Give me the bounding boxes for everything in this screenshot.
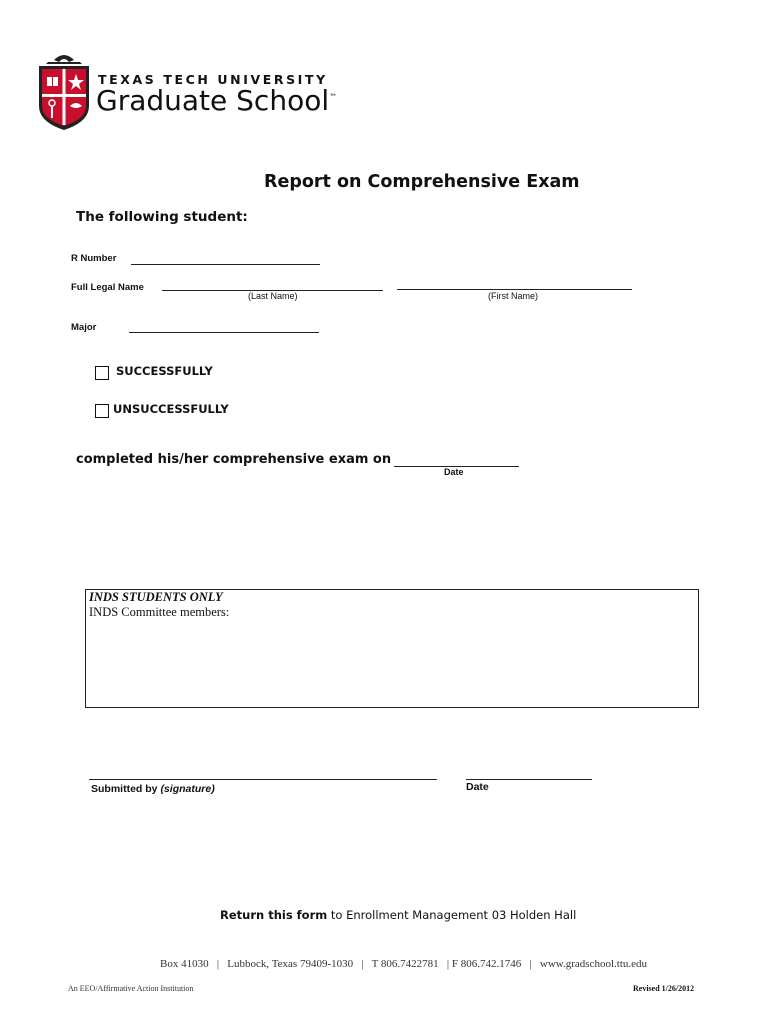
successfully-checkbox[interactable] — [95, 366, 109, 380]
r-number-field[interactable] — [131, 264, 320, 265]
return-instructions — [220, 908, 576, 922]
school-name-text: Graduate School — [96, 84, 330, 117]
return-bold: Return this form — [220, 908, 328, 922]
submitted-by-label — [91, 783, 215, 795]
return-rest: to Enrollment Management 03 Holden Hall — [327, 908, 577, 922]
completed-text: completed his/her comprehensive exam on — [76, 452, 392, 467]
r-number-label: R Number — [71, 253, 117, 264]
signature-date-label: Date — [466, 781, 489, 793]
intro-text: The following student: — [76, 209, 248, 225]
unsuccessfully-label: UNSUCCESSFULLY — [113, 402, 229, 416]
revised-date: Revised 1/26/2012 — [633, 984, 695, 993]
major-label: Major — [71, 322, 97, 333]
submitted-by-text: Submitted by — [91, 783, 158, 795]
school-name — [96, 84, 337, 117]
university-name: TEXAS TECH UNIVERSITY — [98, 72, 328, 87]
last-name-caption: (Last Name) — [248, 291, 298, 301]
inds-committee-label: INDS Committee members: — [89, 605, 230, 619]
unsuccessfully-checkbox[interactable] — [95, 404, 109, 418]
contact-info: Box 41030 | Lubbock, Texas 79409-1030 | T 806.7422781 | F 806.742.1746 | www.gradschool.ttu.edu — [160, 958, 648, 970]
successfully-label: SUCCESSFULLY — [116, 364, 213, 378]
first-name-field[interactable] — [397, 289, 632, 290]
inds-box — [85, 589, 699, 708]
signature-hint: (signature) — [160, 783, 215, 795]
first-name-caption: (First Name) — [488, 291, 538, 301]
ttu-logo — [36, 50, 92, 132]
inds-heading: INDS STUDENTS ONLY — [89, 590, 223, 604]
signature-date-field[interactable] — [466, 779, 592, 780]
page-title: Report on Comprehensive Exam — [264, 172, 580, 192]
signature-field[interactable] — [89, 779, 437, 780]
eeo-statement: An EEO/Affirmative Action Institution — [68, 984, 194, 993]
major-field[interactable] — [129, 332, 319, 333]
full-name-label: Full Legal Name — [71, 282, 144, 293]
exam-date-caption: Date — [444, 467, 464, 477]
trademark: ™ — [329, 92, 338, 102]
